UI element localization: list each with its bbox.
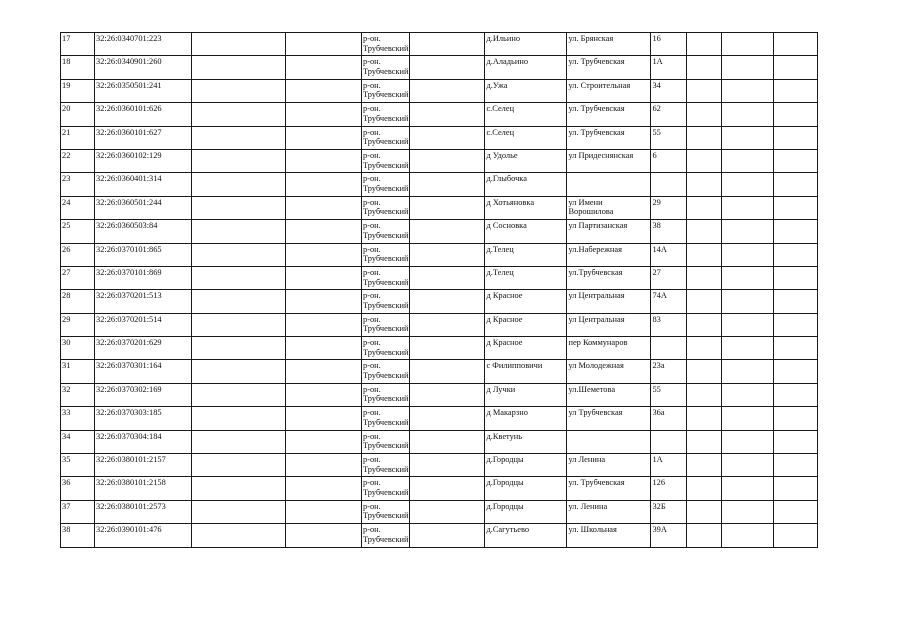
empty-cell xyxy=(687,149,722,172)
empty-cell xyxy=(192,103,286,126)
empty-cell xyxy=(410,56,485,79)
settlement-cell: д Красное xyxy=(485,337,567,360)
cadastral-number-cell: 32:26:0360501:244 xyxy=(95,196,192,219)
house-number-cell xyxy=(651,337,687,360)
empty-cell xyxy=(774,149,818,172)
district-cell: р-он. Трубчевский xyxy=(362,383,410,406)
empty-cell xyxy=(722,383,774,406)
district-cell: р-он. Трубчевский xyxy=(362,33,410,56)
table-row xyxy=(61,290,818,313)
table-row xyxy=(61,103,818,126)
empty-cell xyxy=(687,196,722,219)
district-cell: р-он. Трубчевский xyxy=(362,360,410,383)
empty-cell xyxy=(722,407,774,430)
row-number-cell: 21 xyxy=(61,126,95,149)
district-cell: р-он. Трубчевский xyxy=(362,290,410,313)
street-cell: ул Молодежная xyxy=(567,360,651,383)
empty-cell xyxy=(192,33,286,56)
row-number-cell: 27 xyxy=(61,266,95,289)
settlement-cell: д.Телец xyxy=(485,243,567,266)
cadastral-number-cell: 32:26:0370304:184 xyxy=(95,430,192,453)
empty-cell xyxy=(687,243,722,266)
table-row xyxy=(61,430,818,453)
empty-cell xyxy=(192,383,286,406)
settlement-cell: д Лучки xyxy=(485,383,567,406)
street-cell: ул. Трубчевская xyxy=(567,477,651,500)
empty-cell xyxy=(774,243,818,266)
table-row xyxy=(61,79,818,102)
empty-cell xyxy=(286,337,362,360)
house-number-cell xyxy=(651,173,687,196)
empty-cell xyxy=(192,454,286,477)
cadastral-number-cell: 32:26:0370302:169 xyxy=(95,383,192,406)
house-number-cell: 36а xyxy=(651,407,687,430)
table-row xyxy=(61,126,818,149)
empty-cell xyxy=(286,290,362,313)
settlement-cell: с Филипповичи xyxy=(485,360,567,383)
empty-cell xyxy=(774,220,818,243)
empty-cell xyxy=(687,500,722,523)
row-number-cell: 34 xyxy=(61,430,95,453)
empty-cell xyxy=(192,149,286,172)
empty-cell xyxy=(286,477,362,500)
house-number-cell: 16 xyxy=(651,33,687,56)
cadastral-number-cell: 32:26:0340701:223 xyxy=(95,33,192,56)
district-cell: р-он. Трубчевский xyxy=(362,243,410,266)
empty-cell xyxy=(410,196,485,219)
table-row xyxy=(61,149,818,172)
row-number-cell: 36 xyxy=(61,477,95,500)
empty-cell xyxy=(774,477,818,500)
row-number-cell: 31 xyxy=(61,360,95,383)
street-cell: ул Центральная xyxy=(567,290,651,313)
house-number-cell: 74А xyxy=(651,290,687,313)
empty-cell xyxy=(774,103,818,126)
district-cell: р-он. Трубчевский xyxy=(362,430,410,453)
house-number-cell: 6 xyxy=(651,149,687,172)
empty-cell xyxy=(687,56,722,79)
empty-cell xyxy=(774,266,818,289)
empty-cell xyxy=(722,173,774,196)
cadastral-number-cell: 32:26:0350501:241 xyxy=(95,79,192,102)
table-row xyxy=(61,524,818,547)
empty-cell xyxy=(410,454,485,477)
empty-cell xyxy=(774,337,818,360)
cadastral-number-cell: 32:26:0380101:2157 xyxy=(95,454,192,477)
empty-cell xyxy=(286,360,362,383)
row-number-cell: 24 xyxy=(61,196,95,219)
row-number-cell: 33 xyxy=(61,407,95,430)
district-cell: р-он. Трубчевский xyxy=(362,337,410,360)
settlement-cell: д.Кветунь xyxy=(485,430,567,453)
empty-cell xyxy=(410,430,485,453)
street-cell: ул. Трубчевская xyxy=(567,56,651,79)
empty-cell xyxy=(774,454,818,477)
district-cell: р-он. Трубчевский xyxy=(362,56,410,79)
table-row xyxy=(61,266,818,289)
empty-cell xyxy=(687,33,722,56)
street-cell: ул. Школьная xyxy=(567,524,651,547)
settlement-cell: д Макарзно xyxy=(485,407,567,430)
table-row xyxy=(61,173,818,196)
empty-cell xyxy=(774,56,818,79)
empty-cell xyxy=(722,79,774,102)
street-cell: ул.Шеметова xyxy=(567,383,651,406)
empty-cell xyxy=(286,430,362,453)
empty-cell xyxy=(722,266,774,289)
empty-cell xyxy=(192,290,286,313)
district-cell: р-он. Трубчевский xyxy=(362,126,410,149)
empty-cell xyxy=(192,500,286,523)
empty-cell xyxy=(722,196,774,219)
district-cell: р-он. Трубчевский xyxy=(362,173,410,196)
house-number-cell: 32Б xyxy=(651,500,687,523)
house-number-cell: 23а xyxy=(651,360,687,383)
cadastral-number-cell: 32:26:0370303:185 xyxy=(95,407,192,430)
district-cell: р-он. Трубчевский xyxy=(362,266,410,289)
row-number-cell: 29 xyxy=(61,313,95,336)
empty-cell xyxy=(687,360,722,383)
street-cell: ул. Строительная xyxy=(567,79,651,102)
table-row xyxy=(61,337,818,360)
district-cell: р-он. Трубчевский xyxy=(362,79,410,102)
empty-cell xyxy=(687,454,722,477)
street-cell: ул. Трубчевская xyxy=(567,103,651,126)
empty-cell xyxy=(774,196,818,219)
empty-cell xyxy=(286,196,362,219)
empty-cell xyxy=(192,430,286,453)
house-number-cell: 62 xyxy=(651,103,687,126)
row-number-cell: 32 xyxy=(61,383,95,406)
street-cell: ул Придеснянская xyxy=(567,149,651,172)
street-cell xyxy=(567,173,651,196)
cadastral-number-cell: 32:26:0370301:164 xyxy=(95,360,192,383)
cadastral-number-cell: 32:26:0370201:629 xyxy=(95,337,192,360)
table-body xyxy=(61,33,818,548)
empty-cell xyxy=(687,220,722,243)
empty-cell xyxy=(687,524,722,547)
street-cell: ул. Трубчевская xyxy=(567,126,651,149)
empty-cell xyxy=(410,477,485,500)
empty-cell xyxy=(410,33,485,56)
empty-cell xyxy=(192,477,286,500)
table-row xyxy=(61,33,818,56)
empty-cell xyxy=(722,430,774,453)
empty-cell xyxy=(774,360,818,383)
empty-cell xyxy=(722,337,774,360)
cadastral-number-cell: 32:26:0380101:2158 xyxy=(95,477,192,500)
empty-cell xyxy=(286,313,362,336)
empty-cell xyxy=(192,126,286,149)
table-row xyxy=(61,220,818,243)
empty-cell xyxy=(286,126,362,149)
cadastral-number-cell: 32:26:0360401:314 xyxy=(95,173,192,196)
empty-cell xyxy=(722,126,774,149)
cadastral-number-cell: 32:26:0370101:865 xyxy=(95,243,192,266)
empty-cell xyxy=(687,266,722,289)
street-cell: ул Партизанская xyxy=(567,220,651,243)
empty-cell xyxy=(774,430,818,453)
empty-cell xyxy=(286,103,362,126)
empty-cell xyxy=(286,500,362,523)
cadastral-number-cell: 32:26:0390101:476 xyxy=(95,524,192,547)
row-number-cell: 38 xyxy=(61,524,95,547)
empty-cell xyxy=(687,79,722,102)
cadastral-number-cell: 32:26:0360503:84 xyxy=(95,220,192,243)
cadastral-number-cell: 32:26:0370201:513 xyxy=(95,290,192,313)
empty-cell xyxy=(687,430,722,453)
empty-cell xyxy=(192,313,286,336)
settlement-cell: д.Аладьино xyxy=(485,56,567,79)
address-table xyxy=(60,32,818,548)
empty-cell xyxy=(687,290,722,313)
cadastral-number-cell: 32:26:0360102:129 xyxy=(95,149,192,172)
street-cell: ул Трубчевская xyxy=(567,407,651,430)
empty-cell xyxy=(722,220,774,243)
empty-cell xyxy=(410,243,485,266)
empty-cell xyxy=(410,407,485,430)
empty-cell xyxy=(722,243,774,266)
empty-cell xyxy=(687,407,722,430)
table-row xyxy=(61,500,818,523)
empty-cell xyxy=(410,290,485,313)
empty-cell xyxy=(286,266,362,289)
empty-cell xyxy=(410,126,485,149)
row-number-cell: 25 xyxy=(61,220,95,243)
street-cell: ул.Трубчевская xyxy=(567,266,651,289)
row-number-cell: 19 xyxy=(61,79,95,102)
district-cell: р-он. Трубчевский xyxy=(362,524,410,547)
empty-cell xyxy=(722,103,774,126)
empty-cell xyxy=(410,79,485,102)
empty-cell xyxy=(722,290,774,313)
empty-cell xyxy=(722,33,774,56)
district-cell: р-он. Трубчевский xyxy=(362,149,410,172)
house-number-cell: 126 xyxy=(651,477,687,500)
street-cell: пер Коммунаров xyxy=(567,337,651,360)
empty-cell xyxy=(192,79,286,102)
empty-cell xyxy=(687,313,722,336)
empty-cell xyxy=(774,407,818,430)
house-number-cell: 1А xyxy=(651,56,687,79)
house-number-cell: 38 xyxy=(651,220,687,243)
table-row xyxy=(61,477,818,500)
house-number-cell: 14А xyxy=(651,243,687,266)
empty-cell xyxy=(410,383,485,406)
empty-cell xyxy=(774,313,818,336)
empty-cell xyxy=(286,383,362,406)
empty-cell xyxy=(410,266,485,289)
settlement-cell: д.Городцы xyxy=(485,500,567,523)
settlement-cell: д Красное xyxy=(485,313,567,336)
empty-cell xyxy=(410,173,485,196)
row-number-cell: 18 xyxy=(61,56,95,79)
empty-cell xyxy=(774,173,818,196)
settlement-cell: с.Селец xyxy=(485,126,567,149)
empty-cell xyxy=(687,126,722,149)
empty-cell xyxy=(722,360,774,383)
empty-cell xyxy=(192,173,286,196)
empty-cell xyxy=(192,220,286,243)
empty-cell xyxy=(192,524,286,547)
empty-cell xyxy=(192,243,286,266)
empty-cell xyxy=(410,149,485,172)
district-cell: р-он. Трубчевский xyxy=(362,477,410,500)
street-cell: ул. Ленина xyxy=(567,500,651,523)
house-number-cell xyxy=(651,430,687,453)
settlement-cell: д Хотьяновка xyxy=(485,196,567,219)
empty-cell xyxy=(410,220,485,243)
house-number-cell: 1А xyxy=(651,454,687,477)
district-cell: р-он. Трубчевский xyxy=(362,220,410,243)
empty-cell xyxy=(687,103,722,126)
settlement-cell: д.Городцы xyxy=(485,477,567,500)
empty-cell xyxy=(774,290,818,313)
empty-cell xyxy=(410,337,485,360)
house-number-cell: 55 xyxy=(651,126,687,149)
row-number-cell: 37 xyxy=(61,500,95,523)
table-row xyxy=(61,196,818,219)
settlement-cell: д Сосновка xyxy=(485,220,567,243)
row-number-cell: 23 xyxy=(61,173,95,196)
street-cell: ул Имени Ворошилова xyxy=(567,196,651,219)
street-cell xyxy=(567,430,651,453)
empty-cell xyxy=(722,524,774,547)
row-number-cell: 35 xyxy=(61,454,95,477)
cadastral-number-cell: 32:26:0370101:869 xyxy=(95,266,192,289)
settlement-cell: д Красное xyxy=(485,290,567,313)
empty-cell xyxy=(286,524,362,547)
table-row xyxy=(61,454,818,477)
row-number-cell: 26 xyxy=(61,243,95,266)
settlement-cell: д.Городцы xyxy=(485,454,567,477)
row-number-cell: 28 xyxy=(61,290,95,313)
table-row xyxy=(61,383,818,406)
settlement-cell: д.Глыбочка xyxy=(485,173,567,196)
empty-cell xyxy=(687,477,722,500)
empty-cell xyxy=(410,524,485,547)
empty-cell xyxy=(286,79,362,102)
row-number-cell: 17 xyxy=(61,33,95,56)
table-row xyxy=(61,56,818,79)
district-cell: р-он. Трубчевский xyxy=(362,454,410,477)
district-cell: р-он. Трубчевский xyxy=(362,313,410,336)
empty-cell xyxy=(192,196,286,219)
table-row xyxy=(61,313,818,336)
empty-cell xyxy=(286,243,362,266)
settlement-cell: д.Сагутьево xyxy=(485,524,567,547)
empty-cell xyxy=(286,56,362,79)
empty-cell xyxy=(192,266,286,289)
district-cell: р-он. Трубчевский xyxy=(362,407,410,430)
house-number-cell: 39А xyxy=(651,524,687,547)
street-cell: ул Центральная xyxy=(567,313,651,336)
empty-cell xyxy=(410,313,485,336)
settlement-cell: д Удолье xyxy=(485,149,567,172)
street-cell: ул Ленина xyxy=(567,454,651,477)
empty-cell xyxy=(722,500,774,523)
house-number-cell: 29 xyxy=(651,196,687,219)
cadastral-number-cell: 32:26:0370201:514 xyxy=(95,313,192,336)
empty-cell xyxy=(410,360,485,383)
settlement-cell: д.Телец xyxy=(485,266,567,289)
district-cell: р-он. Трубчевский xyxy=(362,103,410,126)
empty-cell xyxy=(192,337,286,360)
empty-cell xyxy=(722,56,774,79)
cadastral-number-cell: 32:26:0360101:627 xyxy=(95,126,192,149)
empty-cell xyxy=(192,407,286,430)
empty-cell xyxy=(286,173,362,196)
row-number-cell: 30 xyxy=(61,337,95,360)
empty-cell xyxy=(192,360,286,383)
house-number-cell: 34 xyxy=(651,79,687,102)
empty-cell xyxy=(774,383,818,406)
empty-cell xyxy=(774,79,818,102)
house-number-cell: 55 xyxy=(651,383,687,406)
empty-cell xyxy=(774,524,818,547)
house-number-cell: 27 xyxy=(651,266,687,289)
street-cell: ул.Набережная xyxy=(567,243,651,266)
row-number-cell: 20 xyxy=(61,103,95,126)
empty-cell xyxy=(286,33,362,56)
empty-cell xyxy=(192,56,286,79)
empty-cell xyxy=(286,220,362,243)
table-row xyxy=(61,243,818,266)
settlement-cell: д.Ильино xyxy=(485,33,567,56)
row-number-cell: 22 xyxy=(61,149,95,172)
empty-cell xyxy=(410,103,485,126)
empty-cell xyxy=(687,337,722,360)
settlement-cell: с.Селец xyxy=(485,103,567,126)
settlement-cell: д.Ужа xyxy=(485,79,567,102)
empty-cell xyxy=(774,33,818,56)
empty-cell xyxy=(722,477,774,500)
empty-cell xyxy=(286,149,362,172)
district-cell: р-он. Трубчевский xyxy=(362,196,410,219)
empty-cell xyxy=(286,454,362,477)
table-row xyxy=(61,360,818,383)
table-row xyxy=(61,407,818,430)
district-cell: р-он. Трубчевский xyxy=(362,500,410,523)
house-number-cell: 83 xyxy=(651,313,687,336)
empty-cell xyxy=(722,454,774,477)
street-cell: ул. Брянская xyxy=(567,33,651,56)
cadastral-number-cell: 32:26:0340901:260 xyxy=(95,56,192,79)
cadastral-number-cell: 32:26:0360101:626 xyxy=(95,103,192,126)
empty-cell xyxy=(774,500,818,523)
empty-cell xyxy=(722,149,774,172)
empty-cell xyxy=(687,173,722,196)
empty-cell xyxy=(722,313,774,336)
empty-cell xyxy=(774,126,818,149)
empty-cell xyxy=(687,383,722,406)
empty-cell xyxy=(410,500,485,523)
cadastral-number-cell: 32:26:0380101:2573 xyxy=(95,500,192,523)
empty-cell xyxy=(286,407,362,430)
